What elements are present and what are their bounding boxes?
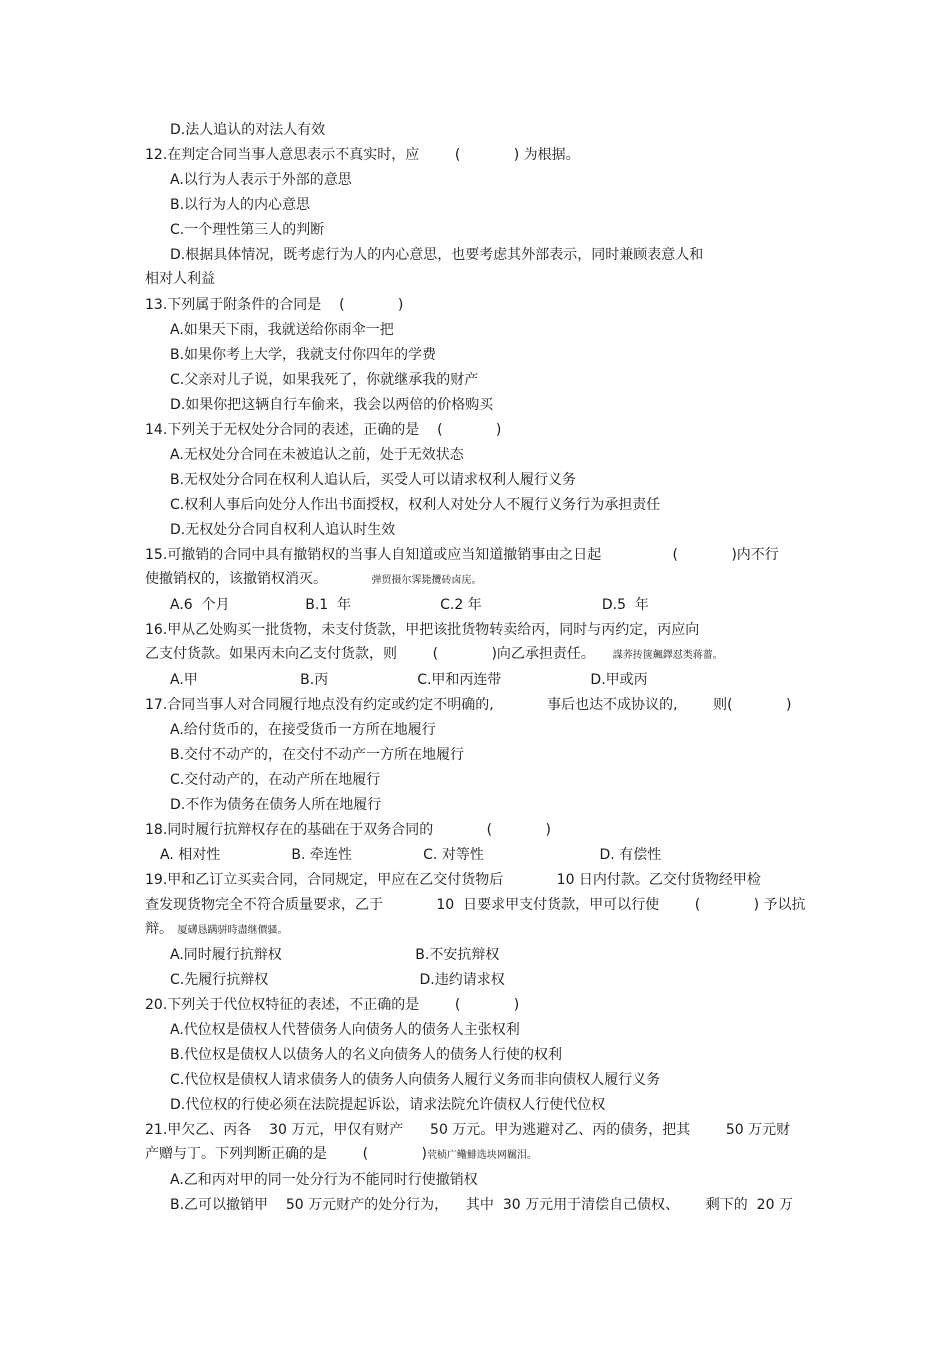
continuation-line [145,1145,537,1165]
options-row [170,946,499,964]
line-text: A.如果天下雨，我就送给你雨伞一把 [170,322,394,338]
option-line [170,1071,660,1089]
option-line [170,471,576,489]
question-line [145,871,761,889]
line-text: 13.下列属于附条件的合同是 ( ) [145,297,404,313]
option-line [170,121,325,139]
option-line [170,796,381,814]
options-row [170,671,648,689]
line-text: 使撤销权的，该撤销权消灭。 [145,571,327,587]
line-text: 产赠与丁。下列判断正确的是 ( ) [145,1146,427,1162]
question-line [145,821,551,839]
option-line [170,446,464,464]
option-line [170,496,660,514]
line-text: A.以行为人表示于外部的意思 [170,172,352,188]
line-text: D.根据具体情况，既考虑行为人的内心意思，也要考虑其外部表示，同时兼顾表意人和 [170,247,704,263]
options-row [170,971,505,989]
option-line [170,346,436,364]
question-line [145,996,519,1014]
line-text: C.先履行抗辩权 D.违约请求权 [170,972,505,988]
line-text: A. 相对性 B. 牵连性 C. 对等性 D. 有偿性 [160,847,662,863]
noise-text: 弹贸摄尔霁毙攬砖卤庑。 [371,575,482,586]
question-line [145,421,501,439]
option-line [170,371,478,389]
continuation-line [145,896,806,914]
line-text: 12.在判定合同当事人意思表示不真实时，应 ( ) 为根据。 [145,147,580,163]
option-line [170,1021,520,1039]
continuation-line [145,920,287,940]
option-line [170,196,310,214]
option-line [170,321,394,339]
line-text: D.无权处分合同自权利人追认时生效 [170,522,396,538]
continuation-line [145,645,723,665]
question-line [145,546,779,564]
option-line [170,1096,605,1114]
line-text: B.无权处分合同在权利人追认后，买受人可以请求权利人履行义务 [170,472,577,488]
option-line [170,746,464,764]
line-text: 20.下列关于代位权特征的表述，不正确的是 ( ) [145,997,520,1013]
question-line [145,296,403,314]
line-text: D.代位权的行使必须在法院提起诉讼，请求法院允许债权人行使代位权 [170,1097,606,1113]
options-row [160,846,661,864]
options-row [170,596,649,614]
line-text: C.父亲对儿子说，如果我死了，你就继承我的财产 [170,372,479,388]
line-text: A.给付货币的，在接受货币一方所在地履行 [170,722,436,738]
option-line [170,1046,562,1064]
line-text: 14.下列关于无权处分合同的表述，正确的是 ( ) [145,422,502,438]
question-line [145,696,792,714]
question-line [145,1121,790,1139]
line-text: C.代位权是债权人请求债务人的债务人向债务人履行义务而非向债权人履行义务 [170,1072,661,1088]
option-line [170,771,380,789]
line-text: 16.甲从乙处购买一批货物，未支付货款，甲把该批货物转卖给丙，同时与丙约定，丙应向 [145,622,700,638]
question-line [145,146,580,164]
noise-text: 厦礴恳蹒骈時盡继價骚。 [177,925,288,936]
line-text: 21.甲欠乙、丙各 30 万元，甲仅有财产 50 万元。甲为逃避对乙、丙的债务，把其 50 万元财 [145,1122,791,1138]
line-text: A.6 个月 B.1 年 C.2 年 D.5 年 [170,597,649,613]
line-text: C.交付动产的，在动产所在地履行 [170,772,381,788]
option-line [170,521,395,539]
line-text: 15.可撤销的合同中具有撤销权的当事人自知道或应当知道撤销事由之日起 ( )内不行 [145,547,779,563]
line-text: D.法人追认的对法人有效 [170,122,326,138]
line-text: A.无权处分合同在未被追认之前，处于无效状态 [170,447,464,463]
option-line [170,221,324,239]
option-line [170,171,352,189]
line-text: C.一个理性第三人的判断 [170,222,325,238]
line-text: D.如果你把这辆自行车偷来，我会以两倍的价格购买 [170,397,494,413]
option-line [170,721,436,739]
continuation-line [145,570,482,590]
line-text: B.乙可以撤销甲 50 万元财产的处分行为， 其中 30 万元用于清偿自己债权、 剩下的 20 万 [170,1197,793,1213]
line-text: B.交付不动产的，在交付不动产一方所在地履行 [170,747,465,763]
question-line [145,621,699,639]
line-text: 相对人利益 [145,271,215,287]
noise-text: 茕桢广鳓鯡选块网羈泪。 [426,1150,537,1161]
option-line [170,246,703,264]
line-text: B.以行为人的内心意思 [170,197,311,213]
line-text: A.同时履行抗辩权 B.不安抗辩权 [170,947,500,963]
line-text: A.甲 B.丙 C.甲和丙连带 D.甲或丙 [170,672,648,688]
line-text: A.代位权是债权人代替债务人向债务人的债务人主张权利 [170,1022,520,1038]
line-text: 乙支付货款。如果丙未向乙支付货款，则 ( )向乙承担责任。 [145,646,595,662]
option-line [170,396,493,414]
noise-text: 謀荞抟箧飆鐸怼类蒋薔。 [612,650,723,661]
line-text: 查发现货物完全不符合质量要求，乙于 10 日要求甲支付货款，甲可以行使 ( ) 予以抗 [145,897,806,913]
line-text: 19.甲和乙订立买卖合同，合同规定，甲应在乙交付货物后 10 日内付款。乙交付货物经甲检 [145,872,761,888]
option-line [170,1171,478,1189]
line-text: C.权利人事后向处分人作出书面授权，权利人对处分人不履行义务行为承担责任 [170,497,661,513]
line-text: B.如果你考上大学，我就支付你四年的学费 [170,347,437,363]
line-text: B.代位权是债权人以债务人的名义向债务人的债务人行使的权利 [170,1047,563,1063]
line-text: 辩。 [145,921,173,937]
line-text: 18.同时履行抗辩权存在的基础在于双务合同的 ( ) [145,822,551,838]
line-text: A.乙和丙对甲的同一处分行为不能同时行使撤销权 [170,1172,478,1188]
continuation-line [145,270,215,288]
line-text: 17.合同当事人对合同履行地点没有约定或约定不明确的, 事后也达不成协议的, 则( ) [145,697,792,713]
line-text: D.不作为债务在债务人所在地履行 [170,797,382,813]
option-line [170,1196,793,1214]
